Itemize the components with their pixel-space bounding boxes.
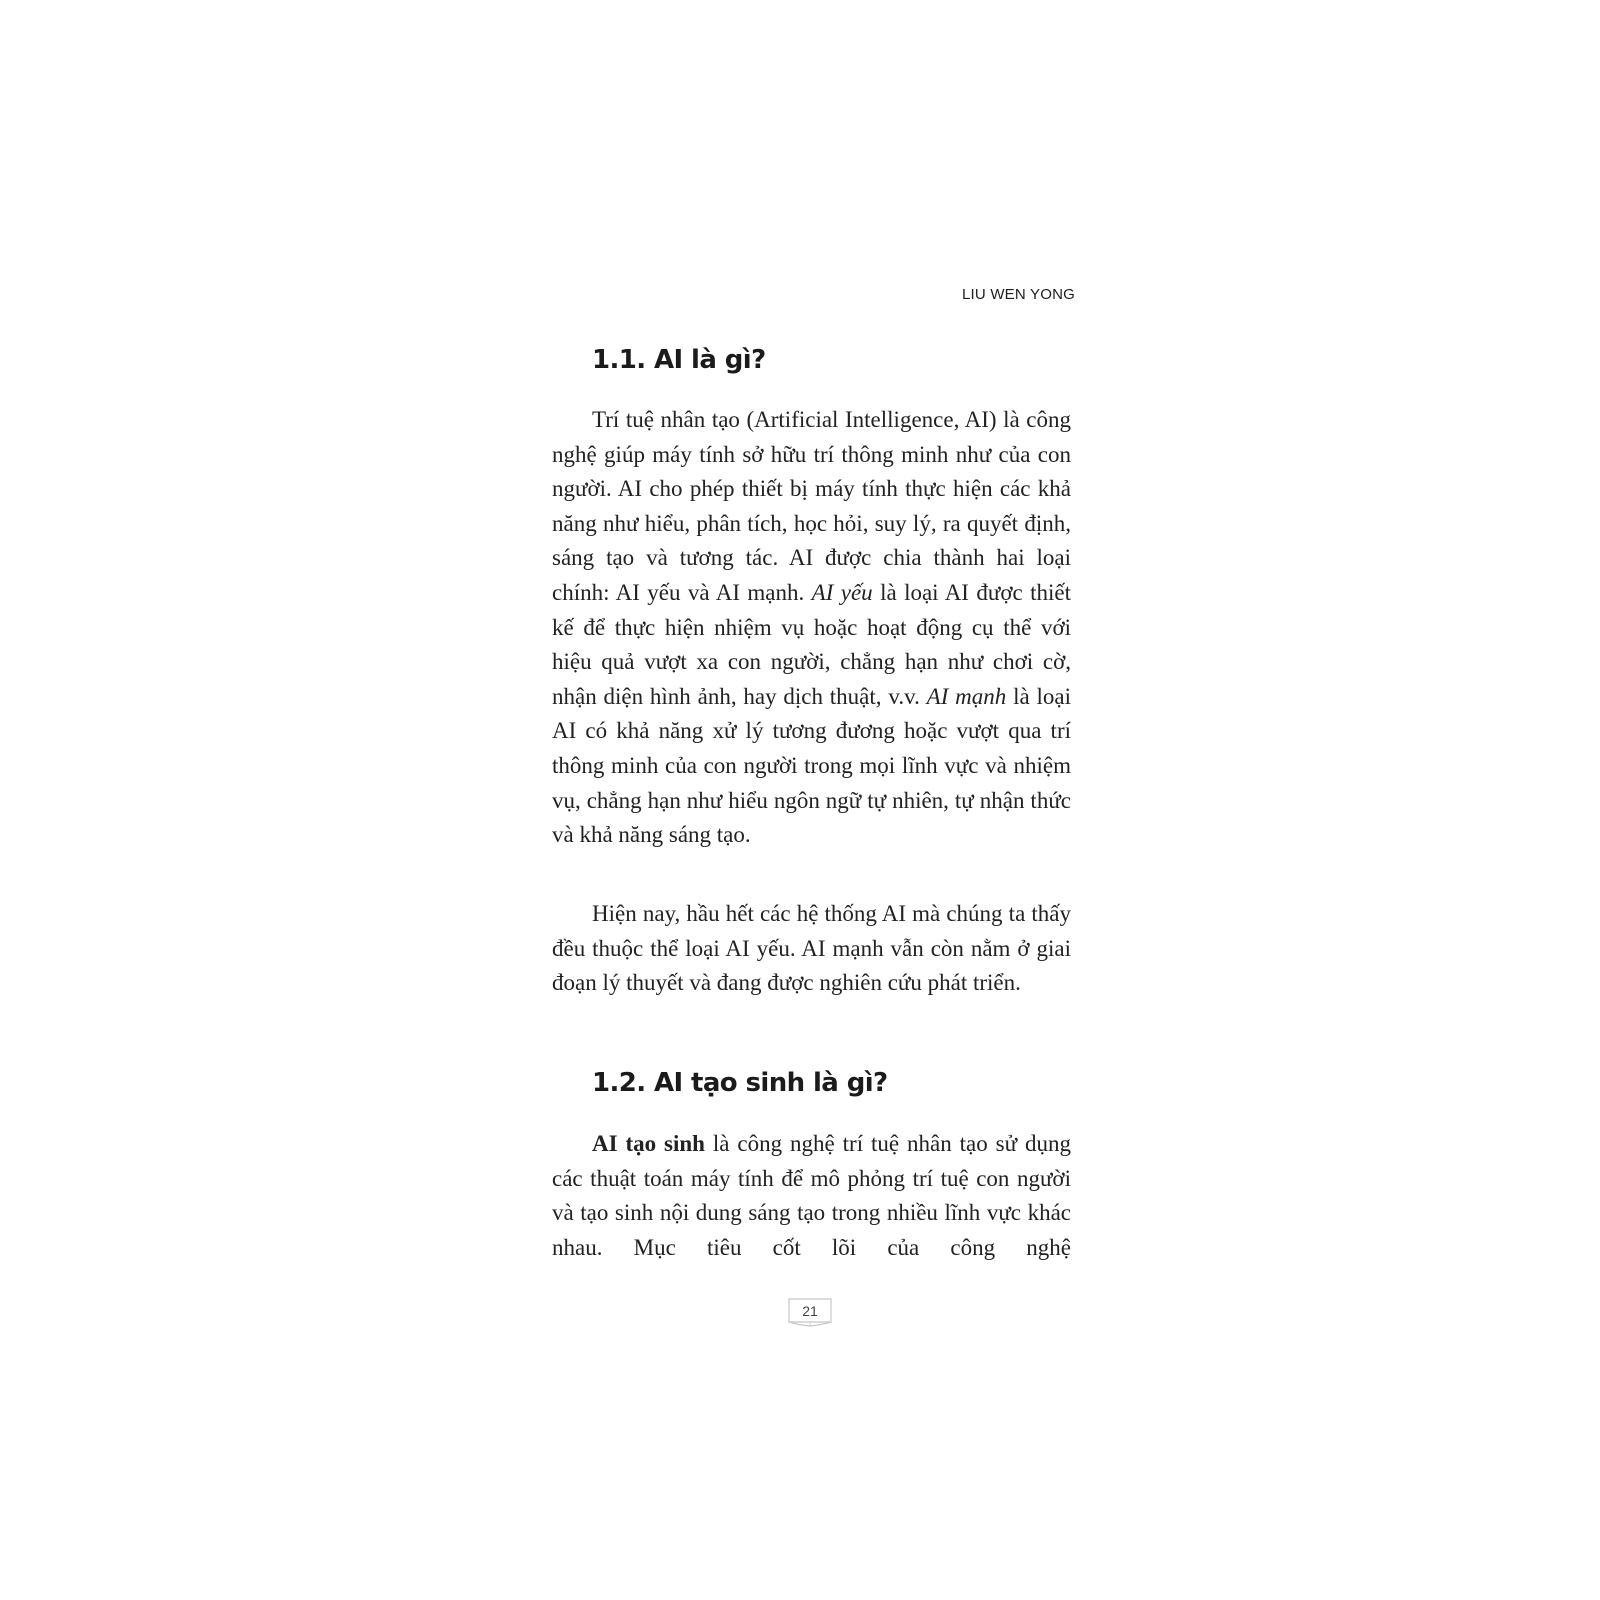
italic-term: AI yếu xyxy=(811,579,873,605)
paragraph-text: là loại AI có khả năng xử lý tương đương hoặc vượt qua trí thông minh của con người trong mọi lĩnh vực và nhiệm vụ, chẳng hạn như hiểu ngôn ngữ tự nhiên, tự nhận thức và khả năng sáng tạo. xyxy=(552,683,1071,848)
paragraph-text: Trí tuệ nhân tạo (Artificial Intelligence, AI) là công nghệ giúp máy tính sở hữu trí thông minh như của con người. AI cho phép thiết bị máy tính thực hiện các khả năng như hiểu, phân tích, học hỏi, suy lý, ra quyết định, sáng tạo và tương tác. AI được chia thành hai loại chính: AI yếu và AI mạnh. xyxy=(552,407,1071,605)
paragraph-text: là loại AI được thiết kế để thực hiện nhiệm vụ hoặc hoạt động cụ thể với hiệu quả vượt xa con người, chẳng hạn như chơi cờ, nhận diện hình ảnh, hay dịch thuật, v.v. xyxy=(552,579,1071,709)
bold-term: AI tạo sinh xyxy=(592,1131,705,1156)
paragraph xyxy=(552,1127,1071,1265)
page-number-badge xyxy=(788,1298,832,1328)
paragraph xyxy=(552,403,1071,853)
section-2-paragraph-1-block xyxy=(552,1127,1071,1265)
section-1-paragraph-2-block xyxy=(552,897,1071,1001)
italic-term: AI mạnh xyxy=(926,683,1007,709)
section-heading-1: 1.1. AI là gì? xyxy=(592,345,766,375)
paragraph: Hiện nay, hầu hết các hệ thống AI mà chúng ta thấy đều thuộc thể loại AI yếu. AI mạnh vẫn còn nằm ở giai đoạn lý thuyết và đang được nghiên cứu phát triển. xyxy=(552,901,1071,996)
paragraph-text: là công nghệ trí tuệ nhân tạo sử dụng các thuật toán máy tính để mô phỏng trí tuệ con người và tạo sinh nội dung sáng tạo trong nhiều lĩnh vực khác nhau. Mục tiêu cốt lõi của công nghệ xyxy=(552,1131,1071,1260)
section-heading-2: 1.2. AI tạo sinh là gì? xyxy=(592,1068,888,1098)
running-head: LIU WEN YONG xyxy=(962,286,1075,303)
page-number: 21 xyxy=(802,1303,818,1319)
section-1-paragraph-1-block xyxy=(552,403,1071,853)
